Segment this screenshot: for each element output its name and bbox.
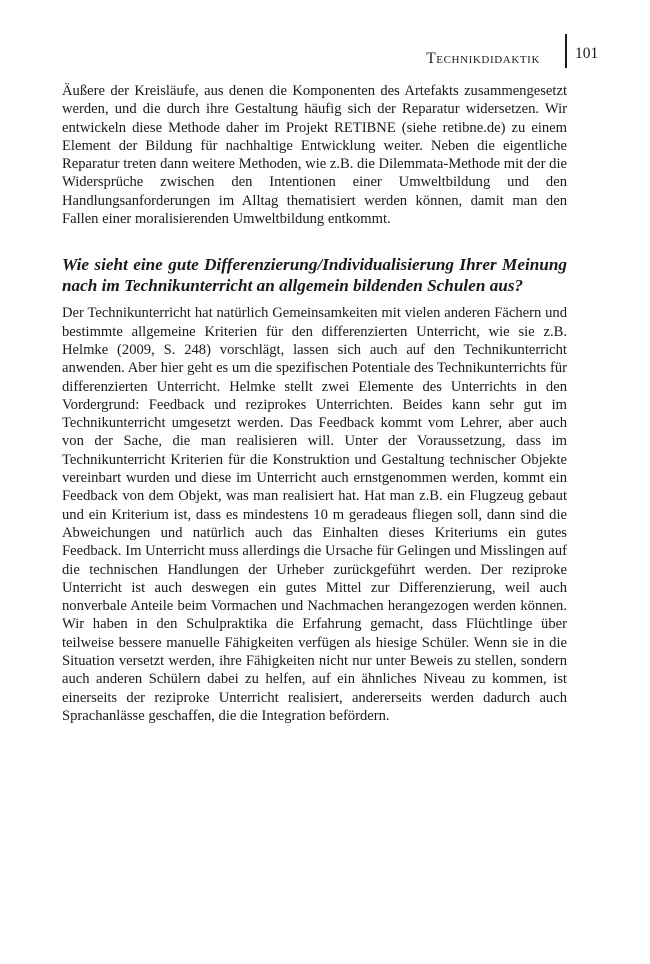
- page-body: [62, 82, 567, 725]
- page-number: 101: [575, 45, 599, 62]
- running-title: Technikdidaktik: [426, 50, 540, 67]
- body-paragraph: Der Technikunterricht hat natürlich Gemeinsamkeiten mit vielen anderen Fächern und bestimmte allgemeine Kriterien für den differenzierten Unterricht, wie sie z.B. Helmke (2009, S. 248) vorschlägt, lassen sich auch auf den Technikunterricht anwenden. Aber hier geht es um die spezifischen Potentiale des Technikunterrichts für differenzierten Unterricht. Helmke stellt zwei Elemente des Unterrichts in den Vordergrund: Feedback und reziprokes Unterrichten. Beides kann sehr gut im Technikunterricht umgesetzt werden. Das Feedback kommt vom Lehrer, aber auch von der Sache, die man realisieren will. Unter der Voraussetzung, dass im Technikunterricht Kriterien für die Konstruktion und Gestaltung technischer Objekte vereinbart wurden und diese im Unterricht auch ernstgenommen werden, kommt ein Feedback von dem Objekt, was man realisiert hat. Hat man z.B. ein Flugzeug gebaut und ein Kriterium ist, dass es mindestens 10 m geradeaus fliegen soll, dann sind die Abweichungen und natürlich auch das Einhalten dieses Kriteriums ein gutes Feedback. Im Unterricht muss allerdings die Ursache für Gelingen und Misslingen auf die technischen Handlungen der Urheber zurückgeführt werden. Der reziproke Unterricht ist auch deswegen ein gutes Mittel zur Differenzierung, weil auch nonverbale Anteile beim Vormachen und Nachmachen herangezogen werden können. Wir haben in den Schulpraktika die Erfahrung gemacht, dass Flüchtlinge über teilweise bessere manuelle Fähigkeiten verfügen als hiesige Schüler. Wenn sie in die Situation versetzt werden, ihre Fähigkeiten nicht nur unter Beweis zu stellen, sondern auch anderen Schülern dabei zu helfen, auf ein ähnliches Niveau zu kommen, ist einerseits der reziproke Unterricht realisiert, andererseits werden dadurch auch Sprachanlässe geschaffen, die die Integration befördern.: [62, 305, 567, 724]
- body-paragraph: Äußere der Kreisläufe, aus denen die Komponenten des Artefakts zusammengesetzt werden, und die durch ihre Gestaltung häufig sich der Reparatur widersetzen. Wir entwickeln diese Methode daher im Projekt RETIBNE (siehe retibne.de) zu einem Element der Bildung für nachhaltige Entwicklung weiter. Neben die eigentliche Reparatur treten dann weitere Methoden, wie z.B. die Dilemmata-Methode mit der die Widersprüche zwischen den Intentionen einer Umweltbildung und den Handlungsanforderungen im Alltag thematisiert werden können, damit man den Fallen einer moralisierenden Umweltbildung entkommt.: [62, 83, 567, 228]
- header-divider: [565, 34, 567, 68]
- question-heading: Wie sieht eine gute Differenzierung/Individualisierung Ihrer Meinung nach im Technikunterricht an allgemein bildenden Schulen aus?: [62, 255, 567, 296]
- running-header: [426, 44, 554, 68]
